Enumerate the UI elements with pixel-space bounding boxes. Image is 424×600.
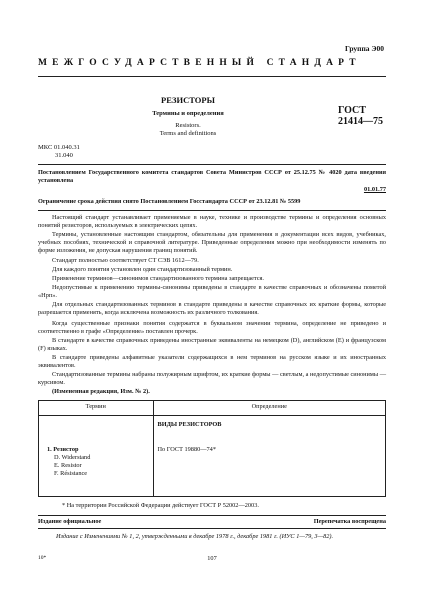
footer-rule-2 bbox=[38, 528, 386, 529]
footer-rule bbox=[38, 515, 386, 516]
term-cell bbox=[39, 444, 154, 497]
column-header-definition: Определение bbox=[153, 401, 386, 416]
paragraph-typography: Стандартизованные термины набраны полужирным шрифтом, их краткие формы — светлым, а недопустимые синонимы — курсивом. bbox=[38, 371, 386, 386]
english-subtitle: Terms and definitions bbox=[159, 130, 217, 137]
mks-line-1: МКС 01.040.31 bbox=[38, 144, 80, 151]
term-main: 1. Резистор bbox=[47, 446, 79, 453]
amendment-note: (Измененная редакция, Изм. № 2). bbox=[52, 388, 150, 395]
paragraph-scope: Настоящий стандарт устанавливает применяемые в науке, технике и производстве термины и определения основных понятий резисторов, используемых в электрических цепях. bbox=[38, 214, 386, 229]
restriction-text: Ограничение срока действия снято Постановлением Госстандарта СССР от 23.12.81 № 5599 bbox=[38, 198, 301, 205]
table-row bbox=[39, 416, 386, 445]
paragraph-index: В стандарте приведены алфавитные указатели содержащихся в нем терминов на русском языке и их иностранных эквивалентов. bbox=[38, 354, 386, 369]
table-header-row bbox=[39, 401, 386, 416]
term-french: F. Résistance bbox=[54, 470, 88, 477]
table-row bbox=[39, 444, 386, 497]
document-title: РЕЗИСТОРЫ bbox=[161, 95, 215, 105]
group-code: Группа Э00 bbox=[345, 44, 384, 53]
sheet-mark: 10* bbox=[38, 555, 47, 561]
section-cell bbox=[153, 416, 386, 445]
english-title: Resistors. bbox=[175, 122, 201, 129]
official-edition: Издание официальное bbox=[38, 518, 102, 525]
term-english: E. Resistor bbox=[54, 462, 82, 469]
paragraph-foreign: В стандарте в качестве справочных приведены иностранные эквиваленты на немецком (D), английском (E) и французском (F) языках. bbox=[38, 337, 386, 352]
footnote: * На территории Российской Федерации действует ГОСТ Р 52002—2003. bbox=[62, 502, 259, 509]
gost-code: 21414—75 bbox=[338, 116, 383, 127]
paragraph-obligatory: Термины, установленные настоящим стандартом, обязательны для применения в документации всех видов, учебниках, учебных пособиях, технической и справочной литературе. Приведенные определения можно при необходимости изменять по форме изложения, не допуская нарушения границ понятий. bbox=[38, 231, 386, 254]
definition-text: По ГОСТ 19880—74* bbox=[157, 446, 216, 453]
gost-number bbox=[338, 105, 383, 127]
introduction-date: 01.01.77 bbox=[363, 186, 386, 193]
decree-text: Постановлением Государственного комитета стандартов Совета Министров СССР от 25.12.75 № 4020 дата введения установлена bbox=[38, 169, 386, 184]
paragraph-one-term: Для каждого понятия установлен один стандартизованный термин. bbox=[52, 266, 233, 273]
definition-cell bbox=[153, 444, 386, 497]
page-number: 107 bbox=[207, 555, 217, 562]
mks-codes bbox=[38, 144, 80, 160]
edition-note: Издание с Изменениями № 1, 2, утвержденными в декабре 1978 г., декабре 1981 г. (ИУС 1—79, 3—82). bbox=[56, 533, 334, 540]
banner-rule bbox=[38, 76, 386, 77]
paragraph-nrp: Недопустимые к применению термины-синонимы приведены в стандарте в качестве справочных и обозначены пометой «Нрп». bbox=[38, 284, 386, 299]
paragraph-definition-dash: Когда существенные признаки понятия содержатся в буквальном значении термина, определение не приведено и соответственно в графе «Определение» поставлен прочерк. bbox=[38, 320, 386, 335]
paragraph-short-forms: Для отдельных стандартизованных терминов в стандарте приведены в качестве справочных их краткие формы, которые разрешается применять, когда исключена возможность их различного толкования. bbox=[38, 301, 386, 316]
section-heading: ВИДЫ РЕЗИСТОРОВ bbox=[157, 421, 222, 428]
gost-label: ГОСТ bbox=[338, 105, 366, 116]
column-header-term: Термин bbox=[39, 401, 154, 416]
terms-table bbox=[38, 400, 386, 497]
mks-line-2: 31.040 bbox=[55, 152, 73, 159]
term-german: D. Widerstand bbox=[54, 454, 91, 461]
paragraph-synonyms: Применение терминов—синонимов стандартизованного термина запрещается. bbox=[52, 275, 264, 282]
reprint-prohibited: Перепечатка воспрещена bbox=[313, 518, 386, 525]
term-cell-empty bbox=[39, 416, 154, 445]
document-subtitle: Термины и определения bbox=[152, 110, 224, 117]
title-rule bbox=[38, 164, 386, 165]
paragraph-compliance: Стандарт полностью соответствует СТ СЭВ 1612—79. bbox=[52, 257, 199, 264]
standard-banner: МЕЖГОСУДАРСТВЕННЫЙ СТАНДАРТ bbox=[38, 58, 361, 68]
decree-rule bbox=[38, 210, 386, 211]
